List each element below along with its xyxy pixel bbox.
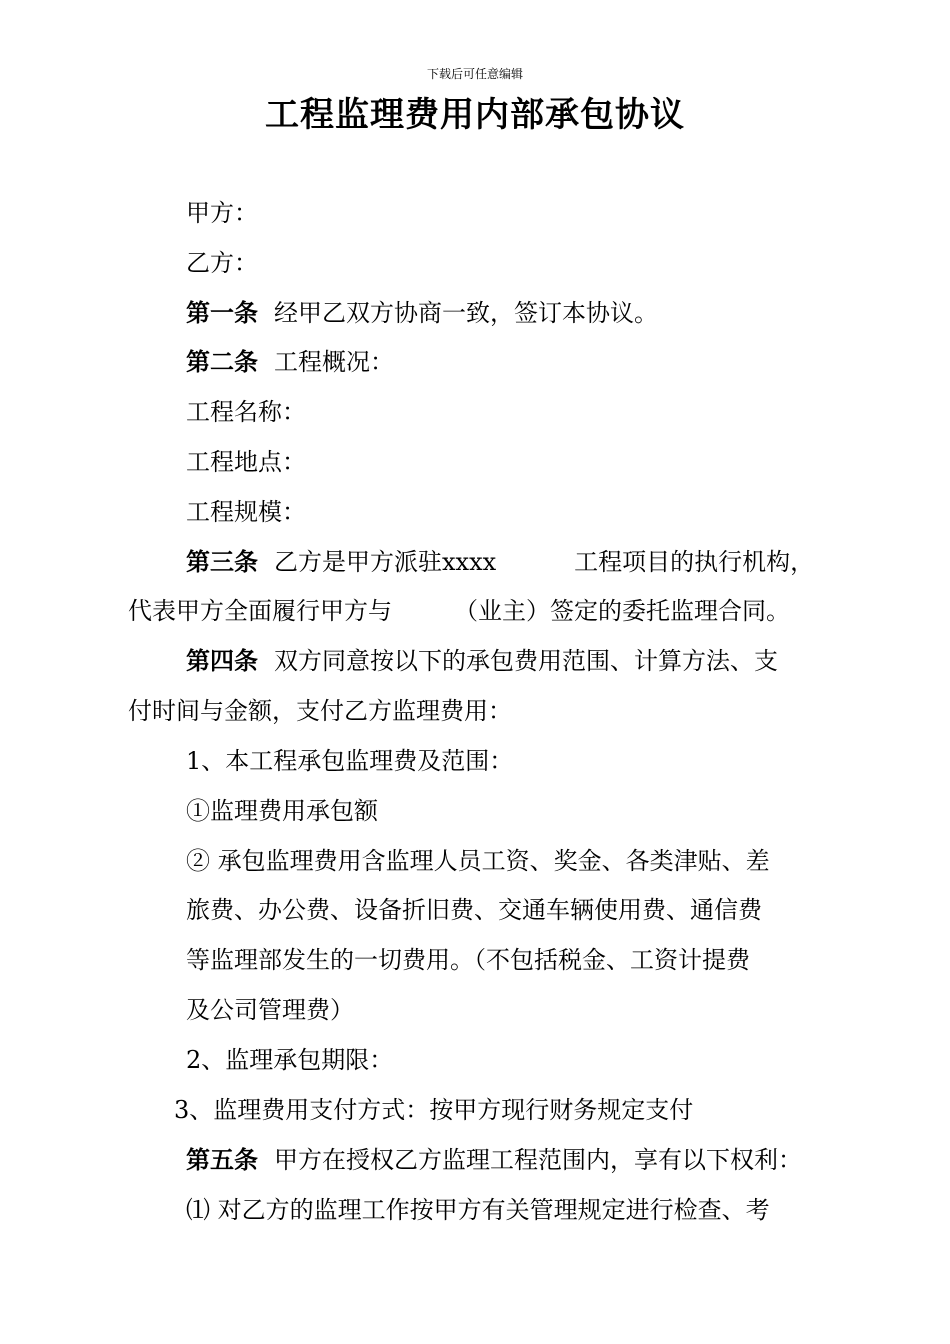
- article-4-item-1a: ①监理费用承包额: [186, 797, 378, 825]
- article-3-text-a: 乙方是甲方派驻xxxx: [274, 548, 497, 576]
- article-4-item-1b-line-1: ② 承包监理费用含监理人员工资、奖金、各类津贴、差: [186, 847, 770, 875]
- article-2-text: 工程概况：: [274, 348, 394, 376]
- party-a-line: 甲方：: [186, 199, 258, 227]
- article-4-item-1b-line-3: 等监理部发生的一切费用。（不包括税金、工资计提费: [186, 946, 750, 974]
- header-note: 下载后可任意编辑: [426, 67, 523, 81]
- project-location-line: 工程地点：: [186, 448, 306, 476]
- article-4: [186, 645, 778, 677]
- article-5-item-1: ⑴ 对乙方的监理工作按甲方有关管理规定进行检查、考: [186, 1196, 770, 1224]
- article-4-item-2: 2、监理承包期限：: [186, 1046, 394, 1074]
- article-4-item-1b-line-4: 及公司管理费）: [186, 996, 354, 1024]
- article-4-item-3: 3、监理费用支付方式：按甲方现行财务规定支付: [174, 1096, 694, 1124]
- party-b-line: 乙方：: [186, 249, 258, 277]
- document-title: 工程监理费用内部承包协议: [265, 95, 685, 135]
- project-name-line: 工程名称：: [186, 398, 306, 426]
- article-3: [186, 546, 814, 578]
- article-5-text: 甲方在授权乙方监理工程范围内，享有以下权利：: [274, 1146, 802, 1174]
- article-3-line-2-a: 代表甲方全面履行甲方与: [128, 597, 392, 625]
- article-1-label: 第一条: [186, 298, 258, 327]
- article-3-line-2: [128, 595, 790, 627]
- article-4-item-1: 1、本工程承包监理费及范围：: [186, 747, 514, 775]
- article-4-item-1b-line-2: 旅费、办公费、设备折旧费、交通车辆使用费、通信费: [186, 896, 762, 924]
- article-2-label: 第二条: [186, 347, 258, 376]
- article-1-text: 经甲乙双方协商一致，签订本协议。: [274, 299, 658, 327]
- article-4-line-2: 付时间与金额，支付乙方监理费用：: [128, 697, 512, 725]
- article-5: [186, 1144, 802, 1176]
- article-3-label: 第三条: [186, 547, 258, 576]
- article-4-label: 第四条: [186, 646, 258, 675]
- article-3-line-2-b: （业主）签定的委托监理合同。: [454, 597, 790, 625]
- article-2: [186, 346, 394, 378]
- article-3-text-b: 工程项目的执行机构，: [574, 548, 815, 576]
- article-5-label: 第五条: [186, 1145, 258, 1174]
- article-4-text: 双方同意按以下的承包费用范围、计算方法、支: [274, 647, 778, 675]
- article-1: [186, 297, 658, 329]
- project-scale-line: 工程规模：: [186, 498, 306, 526]
